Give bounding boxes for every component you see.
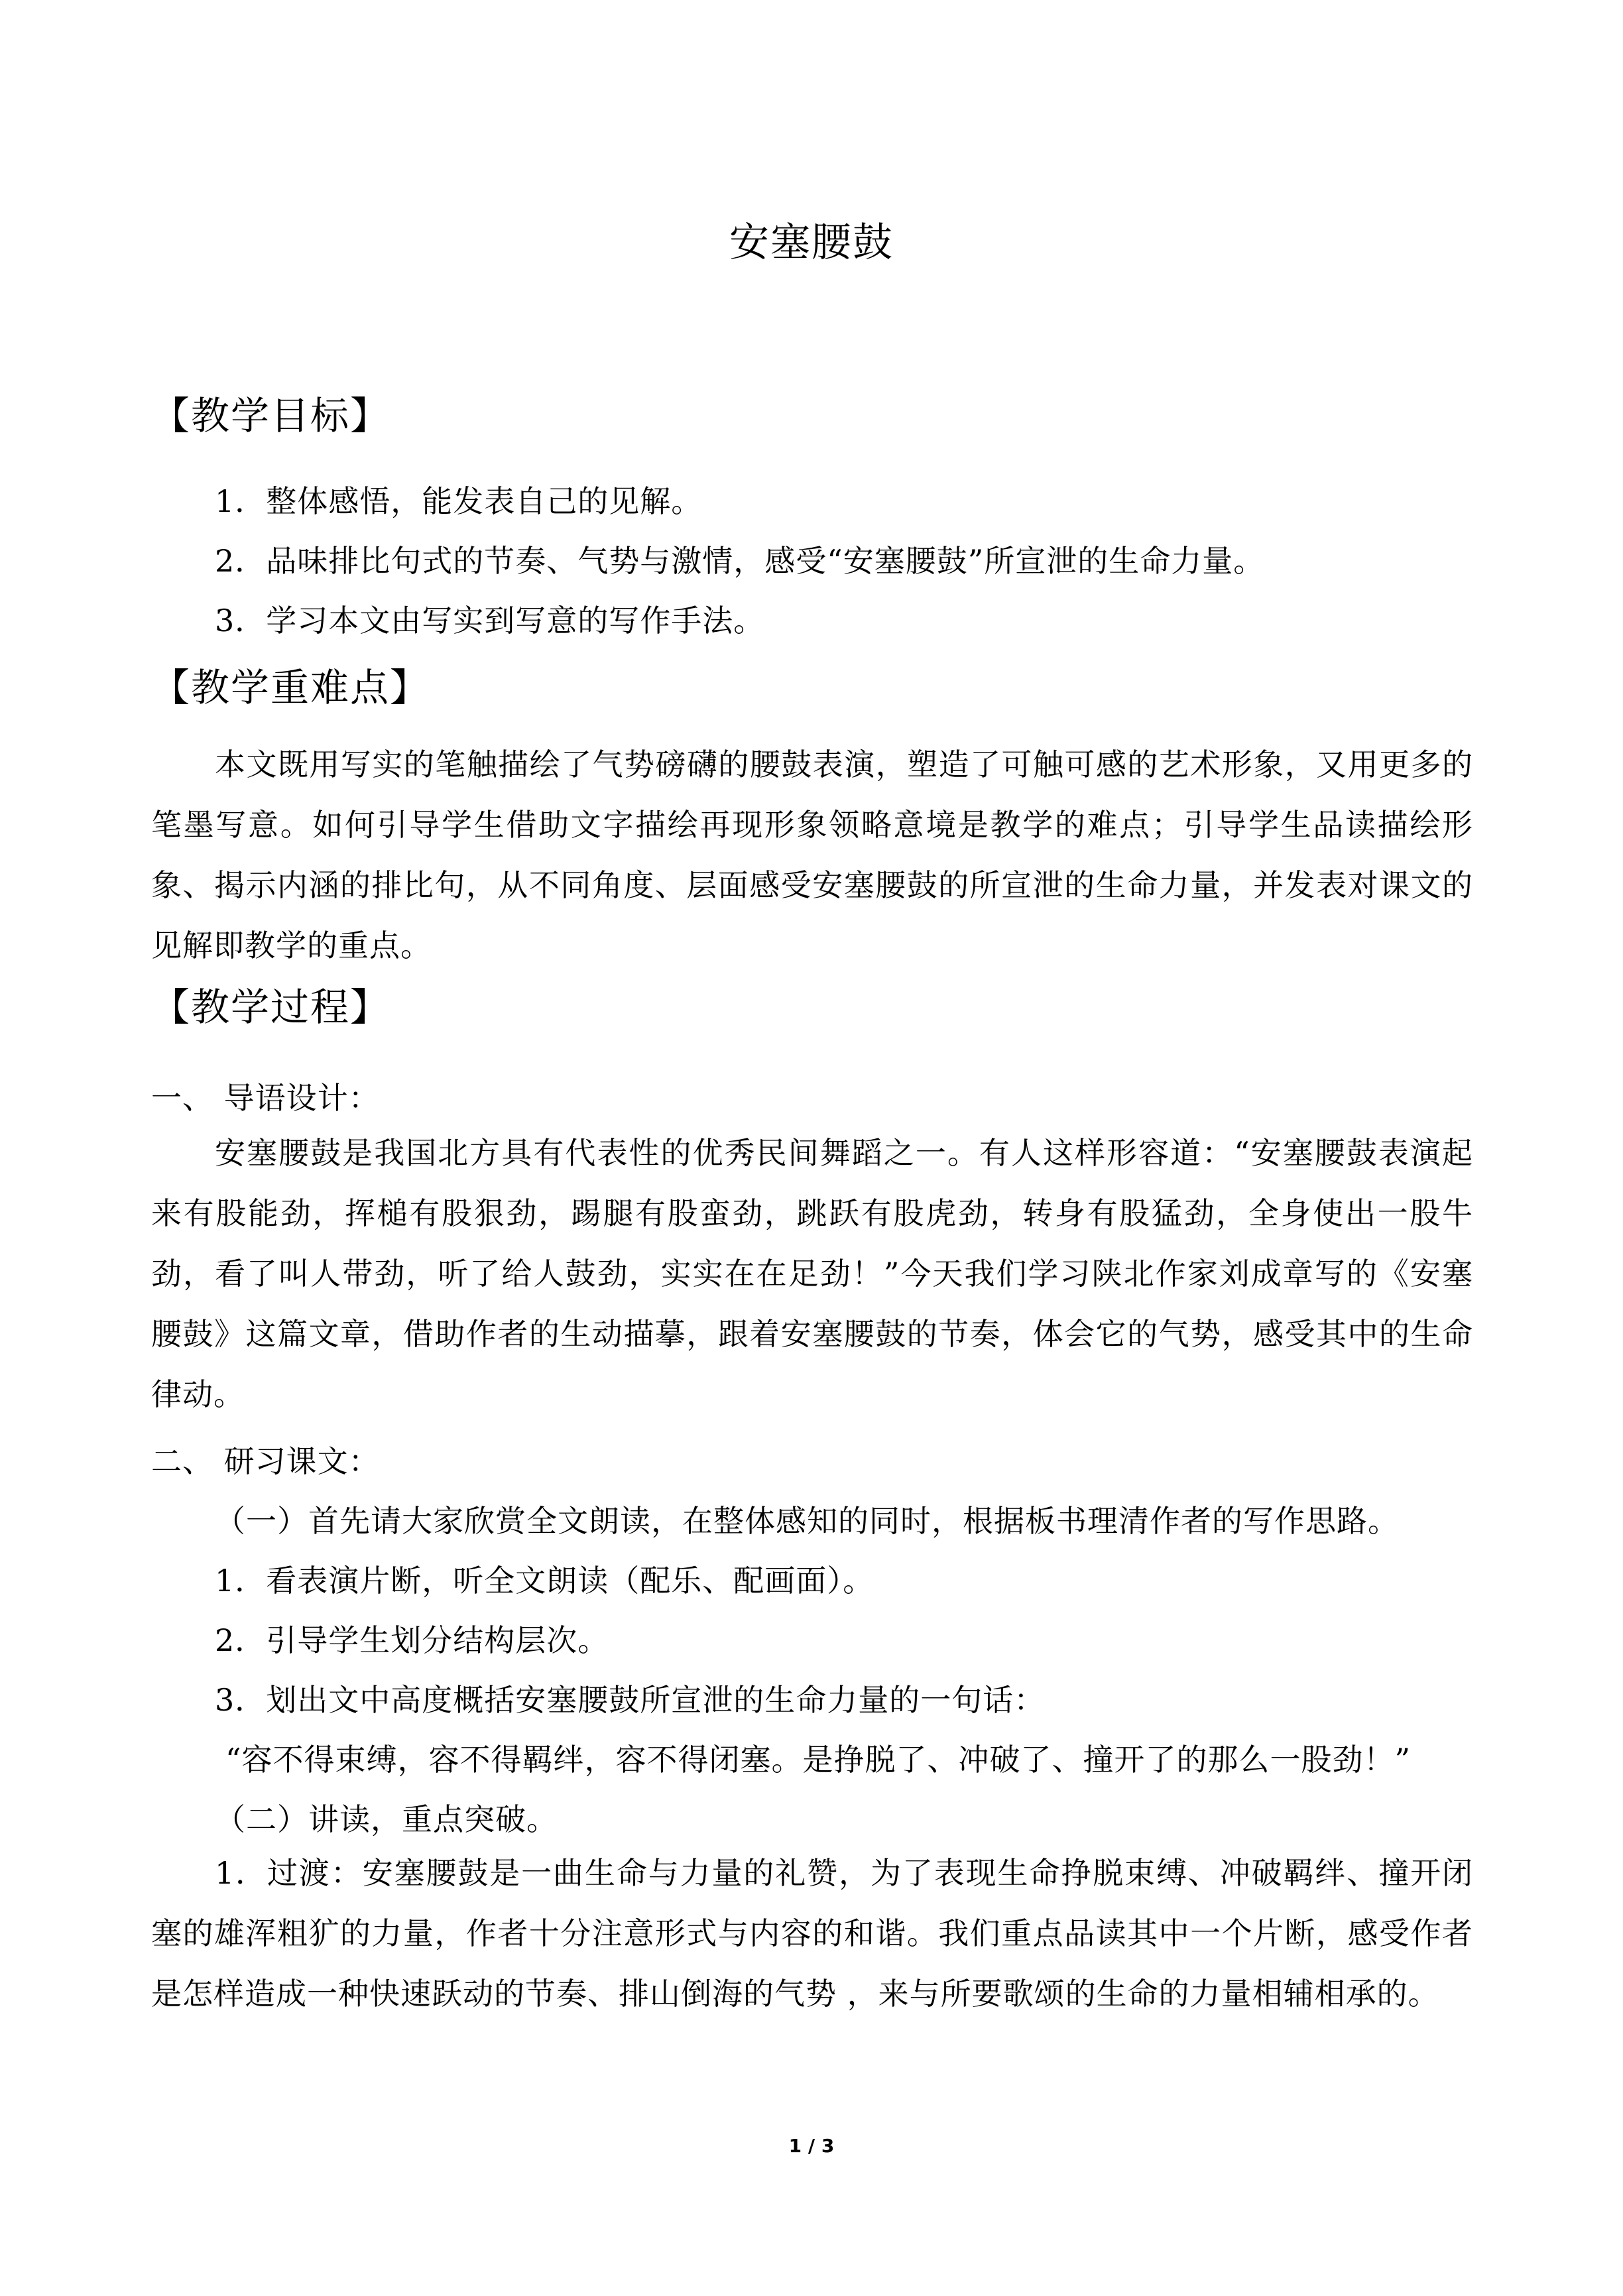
section-heading-key-points: 【教学重难点】 [151,665,430,710]
page-number: 1 / 3 [788,2135,835,2157]
document-title: 安塞腰鼓 [729,219,894,266]
step2-line-2: 1．看表演片断，听全文朗读（配乐、配画面）。 [215,1563,874,1599]
objective-item-1: 1．整体感悟，能发表自己的见解。 [215,483,703,519]
step2-line-1: （一）首先请大家欣赏全文朗读，在整体感知的同时，根据板书理清作者的写作思路。 [215,1503,1399,1539]
step2-line-3: 2．引导学生划分结构层次。 [215,1622,609,1658]
transition-paragraph: 1．过渡：安塞腰鼓是一曲生命与力量的礼赞，为了表现生命挣脱束缚、冲破羁绊、撞开闭塞的雄浑粗犷的力量，作者十分注意形式与内容的和谐。我们重点品读其中一个片断，感受作者是怎样造成一种快速跃动的节奏、排山倒海的气势 ，来与所要歌颂的生命的力量相辅相承的。 [151,1855,1473,2012]
key-points-paragraph: 本文既用写实的笔触描绘了气势磅礴的腰鼓表演，塑造了可触可感的艺术形象，又用更多的笔墨写意。如何引导学生借助文字描绘再现形象领略意境是教学的难点；引导学生品读描绘形象、揭示内涵的排比句，从不同角度、层面感受安塞腰鼓的所宣泄的生命力量，并发表对课文的见解即教学的重点。 [151,747,1473,963]
objective-item-2: 2．品味排比句式的节奏、气势与激情，感受“安塞腰鼓”所宣泄的生命力量。 [215,543,1265,579]
step2-line-6: （二）讲读，重点突破。 [215,1801,558,1837]
objective-item-3: 3．学习本文由写实到写意的写作手法。 [215,603,765,638]
step1-heading: 一、 导语设计： [151,1080,380,1116]
step2-heading: 二、 研习课文： [151,1443,380,1479]
step2-line-4: 3．划出文中高度概括安塞腰鼓所宣泄的生命力量的一句话： [215,1682,1046,1718]
section-heading-process: 【教学过程】 [151,985,391,1030]
step1-paragraph: 安塞腰鼓是我国北方具有代表性的优秀民间舞蹈之一。有人这样形容道：“安塞腰鼓表演起来有股能劲，挥槌有股狠劲，踢腿有股蛮劲，跳跃有股虎劲，转身有股猛劲，全身使出一股牛劲，看了叫人带劲，听了给人鼓劲，实实在在足劲！”今天我们学习陕北作家刘成章写的《安塞腰鼓》这篇文章，借助作者的生动描摹，跟着安塞腰鼓的节奏，体会它的气势，感受其中的生命律动。 [151,1135,1473,1412]
section-heading-objectives: 【教学目标】 [151,393,391,438]
step2-quote: “容不得束缚，容不得羁绊，容不得闭塞。是挣脱了、冲破了、撞开了的那么一股劲！” [225,1742,1412,1778]
